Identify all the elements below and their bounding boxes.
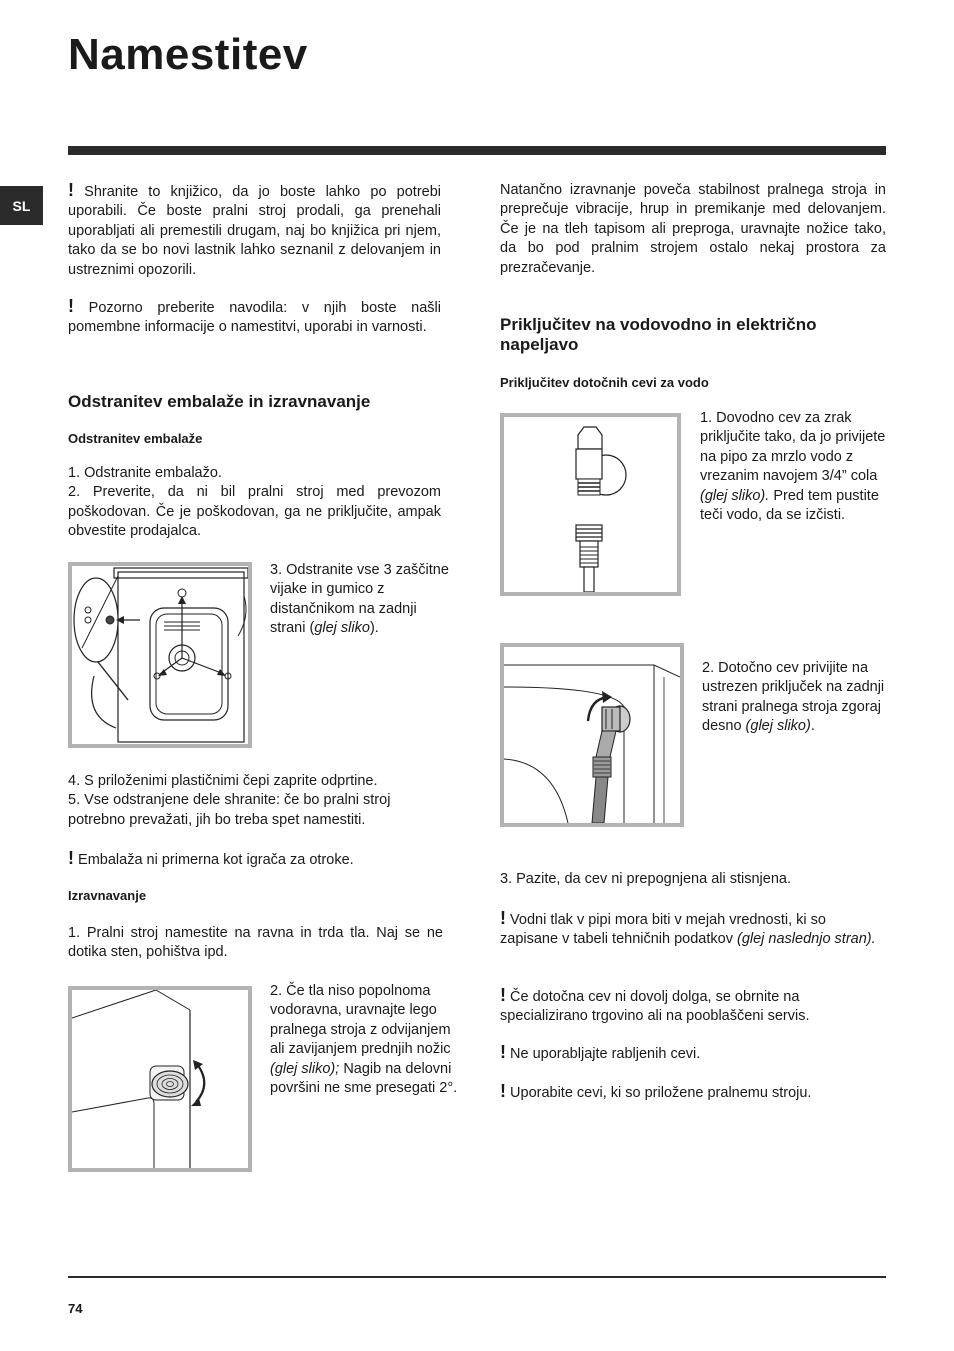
language-tab: SL <box>0 186 43 225</box>
supplied-hose-warning <box>500 1082 886 1103</box>
page-title: Namestitev <box>68 30 308 79</box>
rear-screws-illustration <box>72 566 248 744</box>
warning-mark: ! <box>500 1081 506 1101</box>
leveling-foot-figure <box>68 986 252 1172</box>
hose-machine-figure <box>500 643 684 827</box>
section-title-packaging: Odstranitev embalaže in izravnavanje <box>68 392 371 411</box>
hose-step-2-ref: (glej sliko) <box>745 718 811 735</box>
hose-step-2 <box>702 659 888 737</box>
warning-mark: ! <box>500 985 506 1005</box>
hose-step-1-end: Pred tem pustite teči vodo, da se izčisti. <box>700 487 879 524</box>
intro-warning-1 <box>68 181 441 280</box>
leveling-step-2-ref: (glej sliko); <box>270 1060 340 1077</box>
hose-length-warning-text: Če dotočna cev ni dovolj dolga, se obrnite na specializirano trgovino ali na pooblaščeni servis. <box>500 989 810 1025</box>
used-hose-warning <box>500 1043 886 1064</box>
packaging-warning <box>68 849 448 870</box>
hose-step-1-text: 1. Dovodno cev za zrak priključite tako, da jo privijete na pipo za mrzlo vodo z vrezanim navojem 3/4” cola <box>700 410 886 485</box>
hose-length-warning <box>500 986 886 1027</box>
leveling-step-2 <box>270 982 458 1098</box>
tap-hose-illustration <box>504 417 677 592</box>
warning-mark: ! <box>68 296 74 316</box>
used-hose-warning-text: Ne uporabljajte rabljenih cevi. <box>510 1046 701 1062</box>
hose-step-3: 3. Pazite, da cev ni prepognjena ali stisnjena. <box>500 871 791 887</box>
hose-step-2-text: 2. Dotočno cev privijite na ustrezen priključek na zadnji strani pralnega stroja zgoraj desno <box>702 660 885 735</box>
hose-step-1-ref: (glej sliko). <box>700 487 770 504</box>
warning-mark: ! <box>500 1042 506 1062</box>
hose-step-1 <box>700 409 888 525</box>
intro-warning-2-text: Pozorno preberite navodila: v njih boste našli pomembne informacije o namestitvi, uporabi in varnosti. <box>68 300 441 336</box>
leveling-foot-illustration <box>72 990 248 1168</box>
packaging-warning-text: Embalaža ni primerna kot igrača za otroke. <box>78 852 354 868</box>
unpacking-step-3-text: 3. Odstranite vse 3 zaščitne vijake in gumico z distančnikom na zadnji strani ( <box>270 562 449 637</box>
leveling-step-2-text: 2. Če tla niso popolnoma vodoravna, uravnajte lego pralnega stroja z odvijanjem ali zavijanjem prednjih nožic <box>270 983 451 1058</box>
unpacking-steps-1-2: 1. Odstranite embalažo. 2. Preverite, da ni bil pralni stroj med prevozom poškodovan. Če je poškodovan, ga ne priključite, ampak obvestite prodajalca. <box>68 465 441 540</box>
subsection-title-leveling: Izravnavanje <box>68 888 147 903</box>
unpacking-step-3-end: ). <box>369 620 379 637</box>
intro-warning-2 <box>68 297 441 338</box>
pressure-warning-ref: (glej naslednjo stran). <box>737 931 876 948</box>
unpacking-step-3-ref: glej sliko <box>314 620 370 637</box>
warning-mark: ! <box>500 908 506 928</box>
supplied-hose-warning-text: Uporabite cevi, ki so priložene pralnemu stroju. <box>510 1085 812 1101</box>
rear-screws-figure <box>68 562 252 748</box>
leveling-step-1: 1. Pralni stroj namestite na ravna in trda tla. Naj se ne dotika sten, pohištva ipd. <box>68 925 443 961</box>
tap-hose-figure <box>500 413 681 596</box>
pressure-warning <box>500 909 886 950</box>
unpacking-step-3 <box>270 561 450 639</box>
warning-mark: ! <box>68 848 74 868</box>
leveling-step-2-end: Nagib na delovni površini ne sme presegati 2°. <box>270 1060 458 1097</box>
pressure-warning-text: Vodni tlak v pipi mora biti v mejah vrednosti, ki so zapisane v tabeli tehničnih podatkov <box>500 912 826 948</box>
header-rule <box>68 146 886 155</box>
intro-warning-1-text: Shranite to knjižico, da jo boste lahko po potrebi uporabili. Če boste pralni stroj prodali, ga prenehali uporabljati ali premestili drugam, naj bo knjižica pri njem, tako da se bo novi lastnik lahko seznanil z delovanjem in ustreznimi opozorili. <box>68 184 441 278</box>
subsection-title-hoses: Priključitev dotočnih cevi za vodo <box>500 375 709 390</box>
section-title-connections: Priključitev na vodovodno in električno napeljavo <box>500 315 817 354</box>
footer-rule <box>68 1276 886 1278</box>
warning-mark: ! <box>68 180 74 200</box>
subsection-title-unpacking: Odstranitev embalaže <box>68 431 203 446</box>
unpacking-steps-4-5: 4. S priloženimi plastičnimi čepi zaprite odprtine. 5. Vse odstranjene dele shranite: če bo pralni stroj potrebno prevažati, jih bo treba spet namestiti. <box>68 773 391 828</box>
leveling-intro: Natančno izravnanje poveča stabilnost pralnega stroja in preprečuje vibracije, hrup in premikanje med delovanjem. Če je na tleh tapisom ali preproga, uravnajte nožice tako, da bo pod pralnim strojem ostalo nekaj prostora za prezračevanje. <box>500 182 886 276</box>
hose-step-2-end: . <box>810 718 815 735</box>
page-number: 74 <box>68 1301 83 1316</box>
hose-machine-illustration <box>504 647 680 823</box>
